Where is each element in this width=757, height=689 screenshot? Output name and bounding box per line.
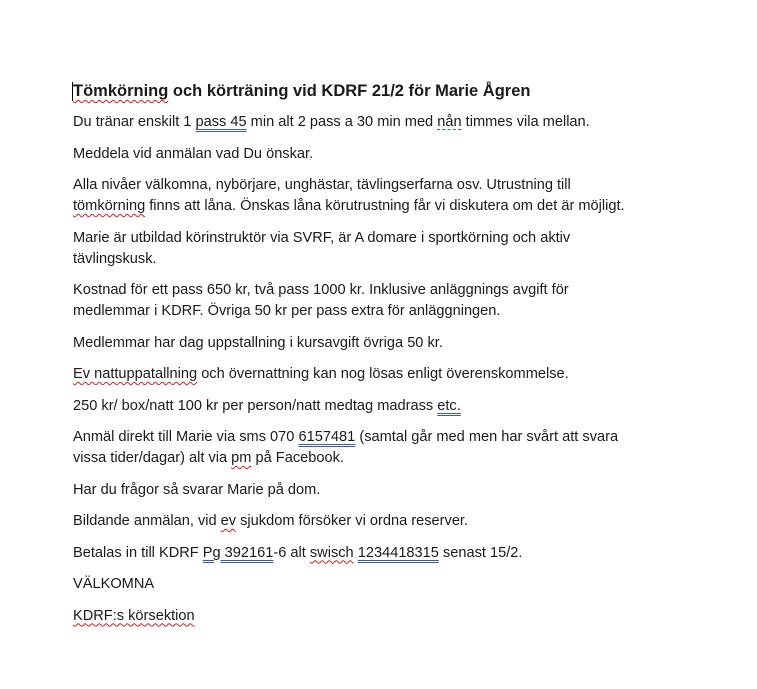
document-body[interactable] bbox=[73, 80, 733, 637]
grammar-flag[interactable]: pass 45 bbox=[195, 114, 247, 130]
grammar-flag[interactable]: 1234418315 bbox=[357, 544, 439, 561]
paragraph-box-price bbox=[73, 396, 733, 417]
text: senast 15/2. bbox=[438, 544, 523, 561]
text: min alt 2 pass a 30 min med bbox=[246, 114, 438, 130]
spelling-flag[interactable]: KDRF:s körsektion bbox=[73, 607, 195, 624]
text: timmes vila mellan. bbox=[461, 114, 590, 130]
text: Anmäl direkt till Marie via sms 070 bbox=[73, 429, 299, 445]
text: -6 alt bbox=[273, 544, 310, 561]
grammar-flag[interactable]: etc. bbox=[437, 397, 461, 414]
title-text: och körträning vid KDRF 21/2 för Marie Ågren bbox=[168, 82, 531, 100]
spelling-flag[interactable]: swisch bbox=[309, 544, 354, 561]
paragraph-instructor bbox=[73, 228, 733, 270]
text: vissa tider/dagar) alt via bbox=[73, 450, 232, 466]
text: och övernattning kan nog lösas enligt överenskommelse. bbox=[197, 366, 569, 382]
text: 250 kr/ box/natt 100 kr per person/natt medtag madrass bbox=[73, 397, 438, 414]
text: Bildande anmälan, vid bbox=[73, 513, 221, 529]
spelling-flag[interactable]: pm bbox=[231, 450, 252, 466]
text: (samtal går med men har svårt att svara bbox=[355, 429, 619, 445]
paragraph-stabling: Medlemmar har dag uppstallning i kursavgift övriga 50 kr. bbox=[73, 334, 443, 351]
text: Marie är utbildad körinstruktör via SVRF, är A domare i sportkörning och aktiv bbox=[73, 229, 571, 246]
text: Kostnad för ett pass 650 kr, två pass 1000 kr. Inklusive anläggnings avgift för bbox=[73, 282, 569, 298]
paragraph-signature bbox=[73, 606, 733, 627]
document-title[interactable] bbox=[73, 80, 733, 102]
paragraph-questions: Har du frågor så svarar Marie på dom. bbox=[73, 481, 321, 498]
text: Du tränar enskilt 1 bbox=[73, 114, 196, 130]
text: Betalas in till KDRF bbox=[73, 544, 203, 561]
paragraph-notify: Meddela vid anmälan vad Du önskar. bbox=[73, 145, 314, 162]
text: på Facebook. bbox=[251, 450, 344, 466]
text: sjukdom försöker vi ordna reserver. bbox=[236, 513, 469, 529]
grammar-flag[interactable]: Pg 392161 bbox=[202, 544, 274, 561]
grammar-flag[interactable]: nån bbox=[437, 114, 462, 130]
paragraph-overnight bbox=[73, 364, 733, 385]
paragraph-contact bbox=[73, 427, 733, 469]
text: tävlingskusk. bbox=[73, 250, 157, 267]
grammar-flag[interactable]: 6157481 bbox=[298, 429, 356, 445]
spelling-flag[interactable]: Ev nattuppatallning bbox=[73, 366, 198, 382]
paragraph-cost bbox=[73, 280, 733, 322]
paragraph-training bbox=[73, 112, 733, 133]
text-cursor bbox=[72, 82, 73, 101]
spelling-flag[interactable]: ev bbox=[220, 513, 237, 529]
paragraph-levels bbox=[73, 175, 733, 217]
spelling-flag[interactable]: Tömkörning bbox=[73, 82, 169, 100]
text: Alla nivåer välkomna, nybörjare, unghästar, tävlingserfarna osv. Utrustning till bbox=[73, 177, 571, 193]
spelling-flag[interactable]: tömkörning bbox=[73, 198, 146, 214]
paragraph-payment bbox=[73, 543, 733, 564]
text: finns att låna. Önskas låna körutrustning får vi diskutera om det är möjligt. bbox=[145, 198, 625, 214]
paragraph-binding bbox=[73, 511, 733, 532]
paragraph-welcome: VÄLKOMNA bbox=[73, 576, 155, 592]
text: medlemmar i KDRF. Övriga 50 kr per pass extra för anläggningen. bbox=[73, 303, 501, 319]
